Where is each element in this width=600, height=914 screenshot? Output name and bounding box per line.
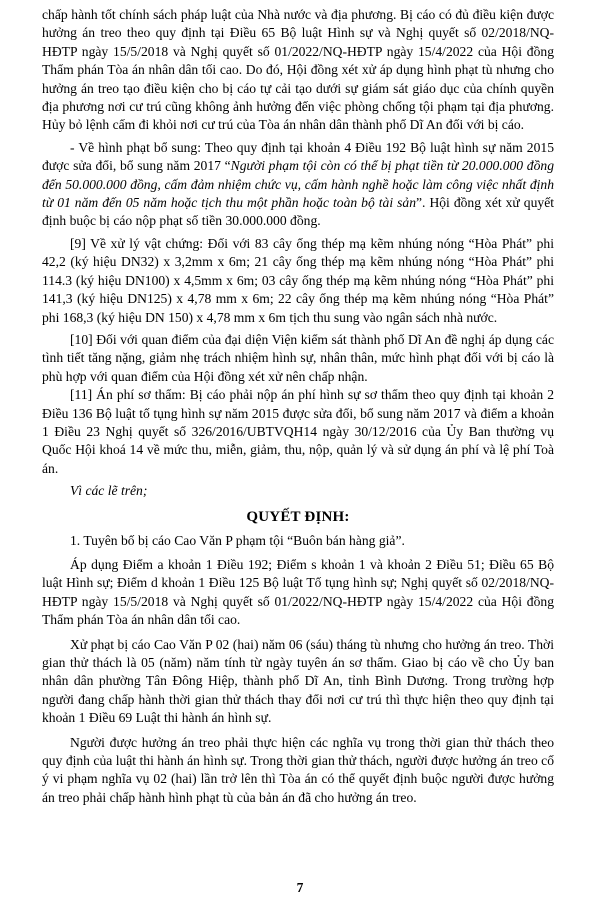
decision-item-1: 1. Tuyên bố bị cáo Cao Văn P phạm tội “Buôn bán hàng giả”. <box>70 532 405 548</box>
decision-sentence: Xử phạt bị cáo Cao Văn P 02 (hai) năm 06 (sáu) tháng tù nhưng cho hưởng án treo. Thời gian thử thách là 05 (năm) năm tính từ ngày tuyên án sơ thẩm. Giao bị cáo về cho Ủy ban nhân dân phường Tân Đông Hiệp, thành phố Dĩ An, tỉnh Bình Dương. Trong trường hợp người đang chấp hành thời gian thử thách thay đổi nơi cư trú thì thực hiện theo quy định tại khoản 1 Điều 69 Luật thi hành án hình sự. <box>42 636 554 726</box>
paragraph-additional-penalty <box>42 139 554 231</box>
paragraph-procuracy-opinion: [10] Đối với quan điểm của đại diện Viện kiểm sát thành phố Dĩ An đề nghị áp dụng các tình tiết tăng nặng, giảm nhẹ trách nhiệm hình sự, nhân thân, mức hình phạt đối với bị cáo là phù hợp với quan điểm của Hội đồng xét xử nên chấp nhận. <box>42 331 554 384</box>
decision-applied-laws: Áp dụng Điểm a khoản 1 Điều 192; Điểm s khoản 1 và khoản 2 Điều 51; Điều 65 Bộ luật Hình sự; Điểm d khoản 1 Điều 125 Bộ luật Tố tụng hình sự; Nghị quyết số 02/2018/NQ-HĐTP ngày 15/5/2018 và Nghị quyết số 01/2022/NQ-HĐTP ngày 15/4/2022 của Hội đồng Thẩm phán Tòa án nhân dân tối cao. <box>42 556 554 628</box>
paragraph-continuation: chấp hành tốt chính sách pháp luật của Nhà nước và địa phương. Bị cáo có đủ điều kiện được hưởng án treo theo quy định tại Điều 65 Bộ luật Hình sự và Nghị quyết số 02/2018/NQ-HĐTP ngày 15/5/2018 và Nghị quyết số 01/2022/NQ-HĐTP ngày 15/4/2022 của Hội đồng Thẩm phán Tòa án nhân dân tối cao. Do đó, Hội đồng xét xử áp dụng hình phạt tù nhưng cho hưởng án treo tạo điều kiện cho bị cáo tự cải tạo dưới sự giám sát giáo dục của chính quyền địa phương nơi cư trú cũng không ảnh hưởng đến việc phòng chống tội phạm tại địa phương. Hủy bỏ lệnh cấm đi khỏi nơi cư trú của Tòa án nhân dân thành phố Dĩ An đối với bị cáo. <box>42 7 554 133</box>
reasons-text: Vì các lẽ trên; <box>70 483 148 499</box>
decision-heading: QUYẾT ĐỊNH: <box>246 508 350 525</box>
paragraph-evidence-handling: [9] Về xử lý vật chứng: Đối với 83 cây ống thép mạ kẽm nhúng nóng “Hòa Phát” phi 42,2 (ký hiệu DN32) x 3,2mm x 6m; 21 cây ống thép mạ kẽm nhúng nóng “Hòa Phát” phi 114.3 (ký hiệu DN100) x 4,5mm x 6m; 03 cây ống thép mạ kẽm nhúng nóng “Hòa Phát” phi 141,3 (ký hiệu DN125) x 4,78 mm x 6m; 22 cây ống thép mạ kẽm nhúng nóng “Hòa Phát” phi 168,3 (ký hiệu DN 150) x 4,78 mm x 6m tịch thu sung vào ngân sách nhà nước. <box>42 235 554 325</box>
additional-penalty-text-end: ”. Hội đồng xét xử quyết định buộc bị cáo nộp phạt số tiền 30.000.000 đồng. <box>42 195 554 229</box>
reasons-line <box>42 482 554 500</box>
additional-penalty-text-start: - Về hình phạt bổ sung: Theo quy định tại khoản 4 Điều 192 Bộ luật hình sự năm 2015 được sửa đổi, bổ sung năm 2017 “ <box>42 139 554 174</box>
additional-penalty-quote: Người phạm tội còn có thể bị phạt tiền từ 20.000.000 đồng đến 50.000.000 đồng, cấm đảm nhiệm chức vụ, cấm hành nghề hoặc làm công việc nhất định từ 01 năm đến 05 năm hoặc tịch thu một phần hoặc toàn bộ tài sản <box>42 158 554 211</box>
page-number: 7 <box>296 880 304 895</box>
paragraph-court-fees: [11] Án phí sơ thẩm: Bị cáo phải nộp án phí hình sự sơ thẩm theo quy định tại khoản 2 Điều 136 Bộ luật tố tụng hình sự năm 2015 được sửa đổi, bổ sung năm 2017 và điểm a khoản 1 Điều 23 Nghị quyết số 326/2016/UBTVQH14 ngày 30/12/2016 của Ủy Ban thường vụ Quốc Hội khoá 14 về mức thu, miễn, giảm, thu, nộp, quản lý và sử dụng án phí và lệ phí Toà án. <box>42 387 554 476</box>
decision-probation-obligations: Người được hưởng án treo phải thực hiện các nghĩa vụ trong thời gian thử thách theo quy định của luật thi hành án hình sự. Trong thời gian thử thách, người được hưởng án treo cố ý vi phạm nghĩa vụ 02 (hai) lần trở lên thì Tòa án có thể quyết định buộc người được hưởng án treo phải chấp hành hình phạt tù của bản án đã cho hưởng án treo. <box>42 734 554 805</box>
